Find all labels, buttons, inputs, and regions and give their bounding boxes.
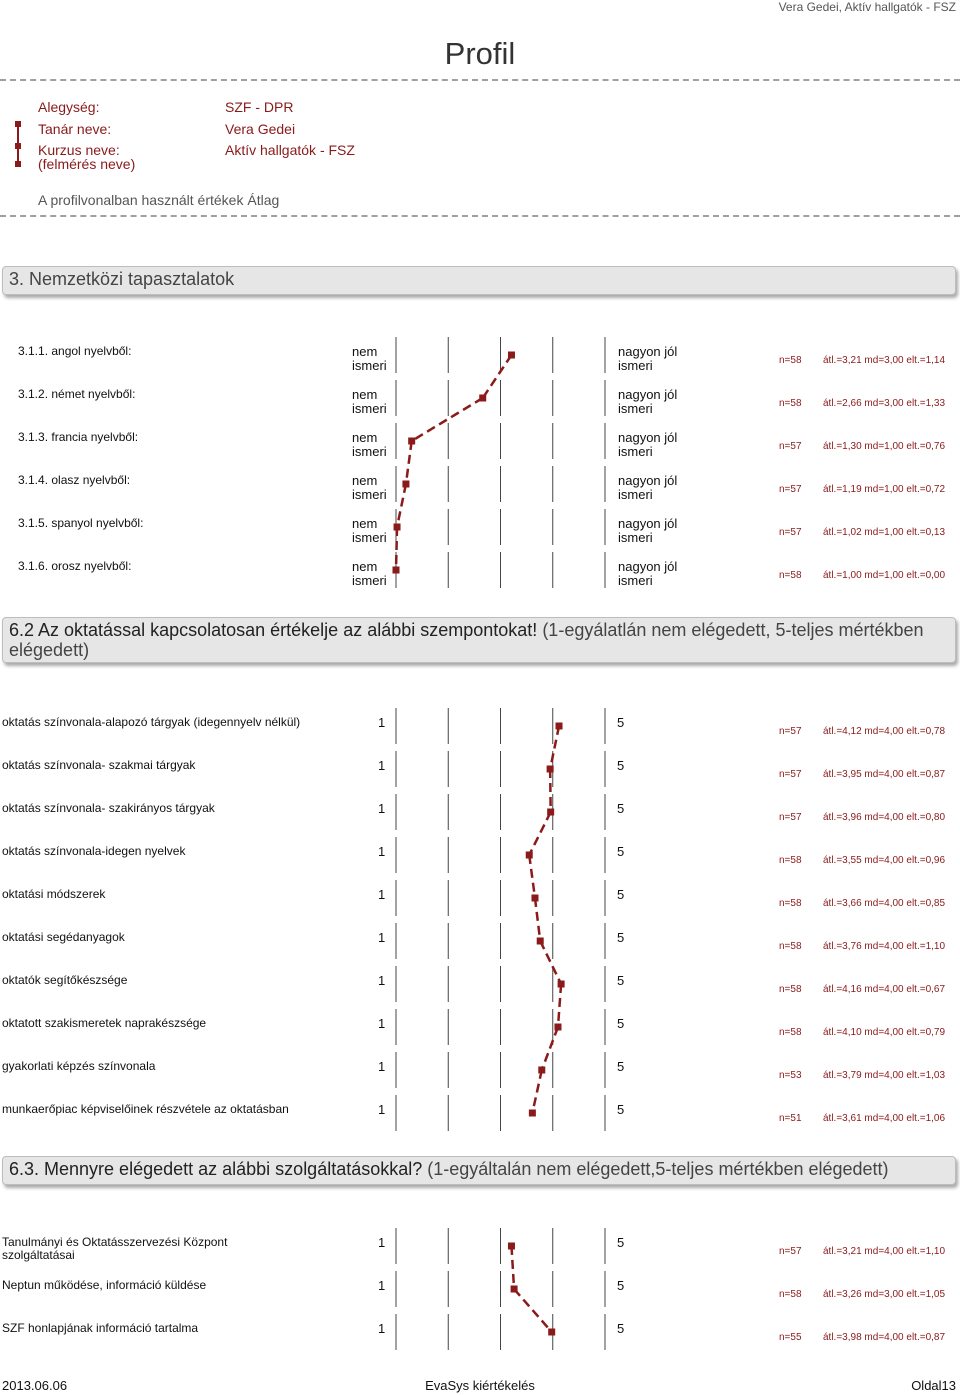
pole-left-text: 1	[378, 1059, 386, 1074]
pole-left	[378, 716, 385, 730]
row-n: n=58	[779, 984, 802, 995]
pole-left	[378, 802, 385, 816]
pole-left	[378, 974, 385, 988]
row-stats: átl.=4,16 md=4,00 elt.=0,67	[823, 984, 946, 995]
profile-segment	[529, 855, 535, 898]
row-stats: átl.=3,26 md=3,00 elt.=1,05	[823, 1289, 946, 1300]
pole-left-text: nem	[352, 344, 378, 359]
pole-left	[378, 1060, 385, 1074]
profile-segment	[542, 1027, 558, 1070]
footer-center: EvaSys kiértékelés	[425, 1378, 535, 1393]
row-stats: átl.=3,95 md=4,00 elt.=0,87	[823, 769, 946, 780]
mean-point	[479, 395, 486, 402]
value-course: Aktív hallgatók - FSZ	[225, 142, 355, 158]
profile-segment	[532, 1070, 541, 1113]
pole-right	[617, 931, 624, 945]
pole-left	[352, 560, 387, 588]
row-stats: átl.=1,02 md=1,00 elt.=0,13	[823, 527, 946, 538]
pole-left-text: nem	[352, 387, 378, 402]
pole-right	[617, 974, 624, 988]
pole-right	[617, 1322, 624, 1336]
pole-right-text: ismeri	[618, 401, 653, 416]
pole-left	[352, 431, 387, 459]
mean-point	[538, 1067, 545, 1074]
row-label: 3.1.2. német nyelvből:	[18, 387, 136, 401]
pole-right-text: nagyon jól	[618, 516, 678, 531]
row-stats: átl.=3,55 md=4,00 elt.=0,96	[823, 855, 946, 866]
pole-left-text: 1	[378, 1278, 386, 1293]
page-title: Profil	[444, 36, 516, 71]
pole-right-text: 5	[617, 887, 625, 902]
pole-left-text: ismeri	[352, 573, 387, 588]
profile-segment	[540, 941, 561, 984]
row-stats: átl.=3,61 md=4,00 elt.=1,06	[823, 1113, 946, 1124]
row-label: oktatók segítőkészsége	[2, 973, 128, 987]
pole-right	[617, 1236, 624, 1250]
pole-left	[378, 845, 385, 859]
section-title-rest: (1-egyálatlán nem elégedett, 5-teljes mértékben elégedett)	[9, 620, 924, 660]
row-label: oktatás színvonala-idegen nyelvek	[2, 844, 186, 858]
row-stats: átl.=3,76 md=4,00 elt.=1,10	[823, 941, 946, 952]
label-teacher: Tanár neve:	[38, 121, 112, 137]
pole-left-text: 1	[378, 1102, 386, 1117]
row-n: n=55	[779, 1332, 802, 1343]
section-title-rest: (1-egyáltalán nem elégedett,5-teljes mértékben elégedett)	[422, 1159, 889, 1179]
profile-segment	[529, 812, 550, 855]
pole-right	[617, 716, 624, 730]
row-n: n=57	[779, 726, 802, 737]
footer-page-number: Oldal13	[911, 1378, 956, 1393]
pole-right	[617, 759, 624, 773]
mean-point	[547, 809, 554, 816]
pole-right-text: 5	[617, 1059, 625, 1074]
pole-right-text: nagyon jól	[618, 559, 678, 574]
row-n: n=58	[779, 570, 802, 581]
row-stats: átl.=3,66 md=4,00 elt.=0,85	[823, 898, 946, 909]
pole-left-text: 1	[378, 1321, 386, 1336]
row-stats: átl.=3,79 md=4,00 elt.=1,03	[823, 1070, 946, 1081]
row-stats: átl.=1,30 md=1,00 elt.=0,76	[823, 441, 946, 452]
mean-point	[408, 438, 415, 445]
section-title-bold: 6.3. Mennyre elégedett az alábbi szolgáltatásokkal?	[9, 1159, 423, 1179]
pole-right-text: 5	[617, 758, 625, 773]
mean-point	[556, 723, 563, 730]
mean-point	[393, 567, 400, 574]
pole-right-text: nagyon jól	[618, 430, 678, 445]
pole-right	[617, 1060, 624, 1074]
pole-right	[618, 345, 677, 373]
pole-right	[617, 845, 624, 859]
row-n: n=57	[779, 812, 802, 823]
pole-right-text: ismeri	[618, 444, 653, 459]
pole-right	[618, 517, 677, 545]
row-label: 3.1.6. orosz nyelvből:	[18, 559, 132, 573]
pole-right	[618, 474, 677, 502]
pole-left-text: 1	[378, 973, 386, 988]
row-n: n=53	[779, 1070, 802, 1081]
pole-right-text: 5	[617, 1321, 625, 1336]
pole-left	[378, 1103, 385, 1117]
profile-segment	[558, 984, 561, 1027]
row-n: n=57	[779, 484, 802, 495]
pole-left-text: ismeri	[352, 530, 387, 545]
pole-left	[378, 1236, 385, 1250]
pole-right-text: 5	[617, 1278, 625, 1293]
profile-segment	[550, 769, 551, 812]
pole-left-text: nem	[352, 473, 378, 488]
pole-right-text: nagyon jól	[618, 387, 678, 402]
profile-values-note: A profilvonalban használt értékek Átlag	[38, 192, 280, 208]
row-label: oktatás színvonala- szakmai tárgyak	[2, 758, 196, 772]
pole-right-text: 5	[617, 801, 625, 816]
footer-date: 2013.06.06	[2, 1378, 68, 1393]
row-n: n=57	[779, 1246, 802, 1257]
value-teacher: Vera Gedei	[225, 121, 296, 137]
mean-point	[548, 1329, 555, 1336]
row-n: n=58	[779, 898, 802, 909]
mean-point	[547, 766, 554, 773]
pole-left	[352, 517, 387, 545]
profile-segment	[535, 898, 540, 941]
pole-right-text: ismeri	[618, 530, 653, 545]
mean-point	[531, 895, 538, 902]
mean-point	[526, 852, 533, 859]
pole-left-text: 1	[378, 715, 386, 730]
row-label: 3.1.4. olasz nyelvből:	[18, 473, 131, 487]
profile-segment	[550, 726, 559, 769]
pole-right-text: nagyon jól	[618, 473, 678, 488]
row-label: oktatási módszerek	[2, 887, 106, 901]
pole-right-text: 5	[617, 930, 625, 945]
section-title: 3. Nemzetközi tapasztalatok	[9, 269, 235, 289]
pole-left	[352, 474, 387, 502]
row-stats: átl.=3,96 md=4,00 elt.=0,80	[823, 812, 946, 823]
label-survey-name: (felmérés neve)	[38, 156, 136, 172]
pole-left	[378, 1017, 385, 1031]
row-stats: átl.=4,10 md=4,00 elt.=0,79	[823, 1027, 946, 1038]
mean-point	[558, 981, 565, 988]
pole-right-text: 5	[617, 844, 625, 859]
row-stats: átl.=1,19 md=1,00 elt.=0,72	[823, 484, 946, 495]
mean-point	[554, 1024, 561, 1031]
row-label: oktatás színvonala- szakirányos tárgyak	[2, 801, 215, 815]
row-label: SZF honlapjának információ tartalma	[2, 1321, 199, 1335]
pole-left-text: 1	[378, 844, 386, 859]
pole-left	[352, 388, 387, 416]
row-n: n=58	[779, 855, 802, 866]
pole-right	[618, 431, 677, 459]
row-label: oktatás színvonala-alapozó tárgyak (idegennyelv nélkül)	[2, 715, 301, 729]
pole-right	[617, 1017, 624, 1031]
pole-right	[617, 1279, 624, 1293]
row-n: n=58	[779, 941, 802, 952]
row-n: n=57	[779, 769, 802, 780]
pole-left	[378, 888, 385, 902]
pole-right	[618, 388, 677, 416]
mean-point	[529, 1110, 536, 1117]
row-n: n=58	[779, 1027, 802, 1038]
header-user-course: Vera Gedei, Aktív hallgatók - FSZ	[778, 0, 956, 14]
row-stats: átl.=2,66 md=3,00 elt.=1,33	[823, 398, 946, 409]
row-stats: átl.=3,21 md=4,00 elt.=1,10	[823, 1246, 946, 1257]
pole-right	[618, 560, 677, 588]
pole-left-text: ismeri	[352, 358, 387, 373]
row-label: gyakorlati képzés színvonala	[2, 1059, 156, 1073]
pole-right-text: 5	[617, 1016, 625, 1031]
row-label: munkaerőpiac képviselőinek részvétele az oktatásban	[2, 1102, 289, 1116]
pole-left-text: nem	[352, 430, 378, 445]
row-label: 3.1.1. angol nyelvből:	[18, 344, 132, 358]
pole-left	[378, 1322, 385, 1336]
profile-segment	[406, 441, 412, 484]
row-stats: átl.=3,98 md=4,00 elt.=0,87	[823, 1332, 946, 1343]
pole-left-text: ismeri	[352, 487, 387, 502]
section-title-bold: 6.2 Az oktatással kapcsolatosan értékelje az alábbi szempontokat!	[9, 620, 538, 640]
pole-right-text: ismeri	[618, 573, 653, 588]
pole-left-text: 1	[378, 887, 386, 902]
row-label: Tanulmányi és Oktatásszervezési Központ szolgáltatásai	[2, 1235, 228, 1262]
row-n: n=58	[779, 398, 802, 409]
pole-left-text: 1	[378, 758, 386, 773]
label-course: Kurzus neve:	[38, 142, 120, 158]
pole-right	[617, 1103, 624, 1117]
profile-segment	[396, 527, 397, 570]
profile-segment	[397, 484, 406, 527]
pole-left	[378, 931, 385, 945]
profile-segment	[511, 1246, 514, 1289]
pole-left-text: nem	[352, 516, 378, 531]
pole-right-text: 5	[617, 715, 625, 730]
mean-point	[537, 938, 544, 945]
row-n: n=51	[779, 1113, 802, 1124]
row-label: Neptun működése, információ küldése	[2, 1278, 207, 1292]
pole-left-text: 1	[378, 801, 386, 816]
mean-point	[508, 1243, 515, 1250]
pole-left	[378, 1279, 385, 1293]
row-stats: átl.=3,21 md=3,00 elt.=1,14	[823, 355, 946, 366]
label-unit: Alegység:	[38, 99, 100, 115]
row-stats: átl.=1,00 md=1,00 elt.=0,00	[823, 570, 946, 581]
row-label: 3.1.5. spanyol nyelvből:	[18, 516, 144, 530]
pole-left-text: ismeri	[352, 444, 387, 459]
row-label: 3.1.3. francia nyelvből:	[18, 430, 139, 444]
pole-right	[617, 802, 624, 816]
row-n: n=58	[779, 1289, 802, 1300]
mean-point	[511, 1286, 518, 1293]
row-label: oktatott szakismeretek naprakészsége	[2, 1016, 207, 1030]
pole-right-text: 5	[617, 1102, 625, 1117]
pole-left-text: 1	[378, 1235, 386, 1250]
mean-point	[394, 524, 401, 531]
pole-left-text: 1	[378, 1016, 386, 1031]
profile-segment	[514, 1289, 552, 1332]
row-stats: átl.=4,12 md=4,00 elt.=0,78	[823, 726, 946, 737]
pole-left	[352, 345, 387, 373]
row-n: n=58	[779, 355, 802, 366]
pole-right-text: ismeri	[618, 358, 653, 373]
pole-right-text: ismeri	[618, 487, 653, 502]
profile-segment	[412, 398, 483, 441]
row-n: n=57	[779, 527, 802, 538]
row-n: n=57	[779, 441, 802, 452]
pole-right-text: 5	[617, 1235, 625, 1250]
mean-point	[402, 481, 409, 488]
mean-point	[508, 352, 515, 359]
pole-right-text: nagyon jól	[618, 344, 678, 359]
value-unit: SZF - DPR	[225, 99, 294, 115]
profile-segment	[483, 355, 512, 398]
pole-left-text: ismeri	[352, 401, 387, 416]
pole-left	[378, 759, 385, 773]
pole-right	[617, 888, 624, 902]
pole-right-text: 5	[617, 973, 625, 988]
pole-left-text: 1	[378, 930, 386, 945]
row-label: oktatási segédanyagok	[2, 930, 125, 944]
pole-left-text: nem	[352, 559, 378, 574]
